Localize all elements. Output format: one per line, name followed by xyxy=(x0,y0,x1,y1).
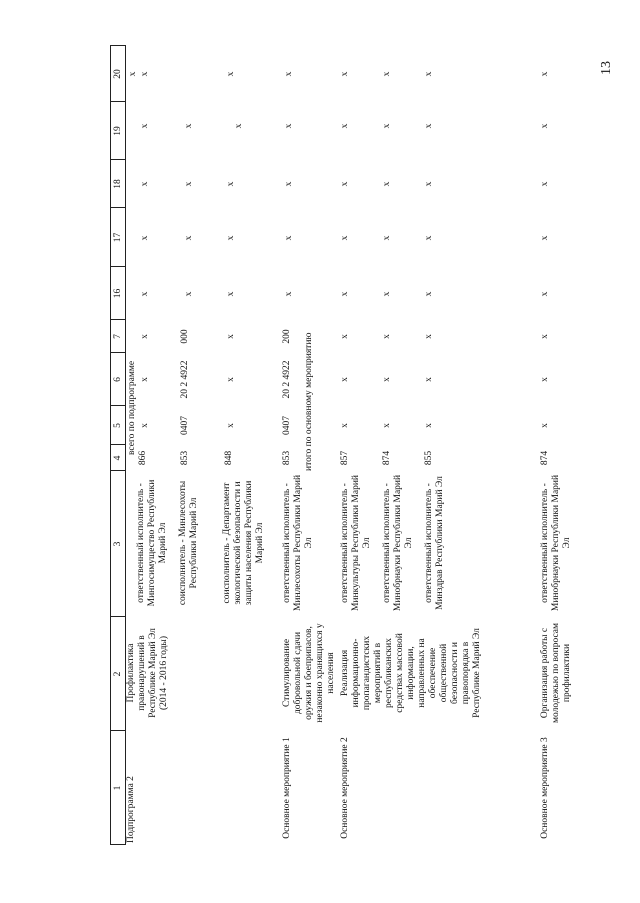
x-mark: х xyxy=(540,71,550,77)
expense-type-cell: х xyxy=(382,334,392,339)
target-article-cell: 20 2 4922 xyxy=(282,360,292,399)
col-header-1: 1 xyxy=(113,785,123,791)
x-mark: х xyxy=(540,235,550,241)
x-mark: х xyxy=(128,71,138,77)
x-mark: х xyxy=(226,181,236,187)
target-article-cell: х xyxy=(340,377,350,382)
expense-type-cell: х xyxy=(424,334,434,339)
page-number: 13 xyxy=(599,61,614,75)
executor-cell: ответственный исполнитель - Минкультуры Республики Марий Эл xyxy=(340,474,372,612)
col-header-2: 2 xyxy=(113,671,123,677)
expense-type-cell: х xyxy=(226,334,236,339)
x-mark: х xyxy=(184,123,194,129)
x-mark: х xyxy=(424,123,434,129)
code-cell: 853 xyxy=(282,450,292,466)
target-article-cell: х xyxy=(226,377,236,382)
x-mark: х xyxy=(382,181,392,187)
main-event-name: Стимулирование добровольной сдачи оружия и боеприпасов, незаконно хранящихся у населения xyxy=(282,623,336,723)
target-article-cell: х xyxy=(140,377,150,382)
x-mark: х xyxy=(424,235,434,241)
expense-type-cell: 000 xyxy=(180,329,190,344)
x-mark: х xyxy=(284,181,294,187)
main-event-title: Основное мероприятие 3 xyxy=(540,737,550,839)
rotated-table xyxy=(110,45,597,845)
code-cell: 866 xyxy=(138,450,148,466)
expense-type-cell: х xyxy=(340,334,350,339)
x-mark: х xyxy=(340,181,350,187)
section-cell: х xyxy=(424,423,434,428)
executor-cell: ответственный исполнитель - Минздрав Республики Марий Эл xyxy=(424,476,445,610)
col-header-4: 4 xyxy=(113,455,123,461)
x-mark: х xyxy=(340,123,350,129)
col-header-3: 3 xyxy=(113,541,123,547)
col-header-20: 20 xyxy=(113,69,123,79)
x-mark: х xyxy=(184,291,194,297)
x-mark: х xyxy=(140,181,150,187)
x-mark: х xyxy=(382,71,392,77)
x-mark: х xyxy=(140,123,150,129)
section-cell: х xyxy=(382,423,392,428)
col-header-7: 7 xyxy=(113,334,123,339)
code-cell: 853 xyxy=(180,450,190,466)
x-mark: х xyxy=(284,123,294,129)
section-cell: х xyxy=(540,423,550,428)
x-mark: х xyxy=(140,291,150,297)
x-mark: х xyxy=(424,71,434,77)
x-mark: х xyxy=(184,181,194,187)
code-cell: 848 xyxy=(224,450,234,466)
x-mark: х xyxy=(424,181,434,187)
section-cell: х xyxy=(140,423,150,428)
x-mark: х xyxy=(382,123,392,129)
x-mark: х xyxy=(382,291,392,297)
total-main-event-label: итого по основному мероприятию xyxy=(304,332,314,471)
col-header-5: 5 xyxy=(113,423,123,428)
x-mark: х xyxy=(226,291,236,297)
col-header-18: 18 xyxy=(113,179,123,189)
subprogram-title: Подпрограмма 2 xyxy=(126,776,136,843)
code-cell: 855 xyxy=(424,450,434,466)
target-article-cell: х xyxy=(424,377,434,382)
x-mark: х xyxy=(284,235,294,241)
x-mark: х xyxy=(340,291,350,297)
x-mark: х xyxy=(424,291,434,297)
x-mark: х xyxy=(284,291,294,297)
x-mark: х xyxy=(382,235,392,241)
expense-type-cell: х xyxy=(140,334,150,339)
section-cell: 0407 xyxy=(180,416,190,435)
subprogram-name: Профилактика правонарушений в Республике Марий Эл (2014 - 2016 годы) xyxy=(126,628,169,718)
x-mark: х xyxy=(140,71,150,77)
table-header xyxy=(110,45,126,845)
x-mark: х xyxy=(140,235,150,241)
total-subprogram-label: всего по подпрограмме xyxy=(127,360,137,455)
x-mark: х xyxy=(540,291,550,297)
section-cell: х xyxy=(340,423,350,428)
section-cell: х xyxy=(226,423,236,428)
x-mark: х xyxy=(540,181,550,187)
expense-type-cell: х xyxy=(540,334,550,339)
target-article-cell: х xyxy=(382,377,392,382)
target-article-cell: 20 2 4922 xyxy=(180,360,190,399)
col-header-16: 16 xyxy=(113,288,123,299)
code-cell: 857 xyxy=(340,450,350,466)
col-header-19: 19 xyxy=(113,126,123,136)
executor-cell: ответственный исполнитель - Минлесохоты Республики Марий Эл xyxy=(282,474,314,612)
executor-cell: соисполнитель - Минлесохоты Республики Марий Эл xyxy=(178,480,199,606)
target-article-cell: х xyxy=(540,377,550,382)
x-mark: х xyxy=(340,71,350,77)
expense-type-cell: 200 xyxy=(282,329,292,344)
main-event-name: Организация работы с молодежью по вопросам профилактики xyxy=(540,622,572,724)
main-event-title: Основное мероприятие 1 xyxy=(282,737,292,839)
executor-cell: соисполнитель - Департамент экологической безопасности и защиты населения Республики Марий Эл xyxy=(222,480,265,606)
x-mark: х xyxy=(234,123,244,129)
main-event-name: Реализация информационно-пропагандистских мероприятий в республиканских средствах массовой информации, направленных на обеспечение общественной безопасности и правопорядка в Республике Марий Эл xyxy=(340,628,482,718)
col-header-6: 6 xyxy=(113,377,123,382)
executor-cell: ответственный исполнитель - Мингосимущество Республики Марий Эл xyxy=(136,479,168,607)
x-mark: х xyxy=(340,235,350,241)
executor-cell: ответственный исполнитель - Минобрнауки Республики Марий Эл xyxy=(382,474,414,612)
code-cell: 874 xyxy=(382,450,392,466)
code-cell: 874 xyxy=(540,450,550,466)
col-header-17: 17 xyxy=(113,232,123,243)
x-mark: х xyxy=(284,71,294,77)
x-mark: х xyxy=(184,235,194,241)
x-mark: х xyxy=(226,71,236,77)
x-mark: х xyxy=(226,235,236,241)
main-event-title: Основное мероприятие 2 xyxy=(340,737,350,839)
section-cell: 0407 xyxy=(282,416,292,435)
x-mark: х xyxy=(540,123,550,129)
executor-cell: ответственный исполнитель - Минобрнауки Республики Марий Эл xyxy=(540,474,572,612)
